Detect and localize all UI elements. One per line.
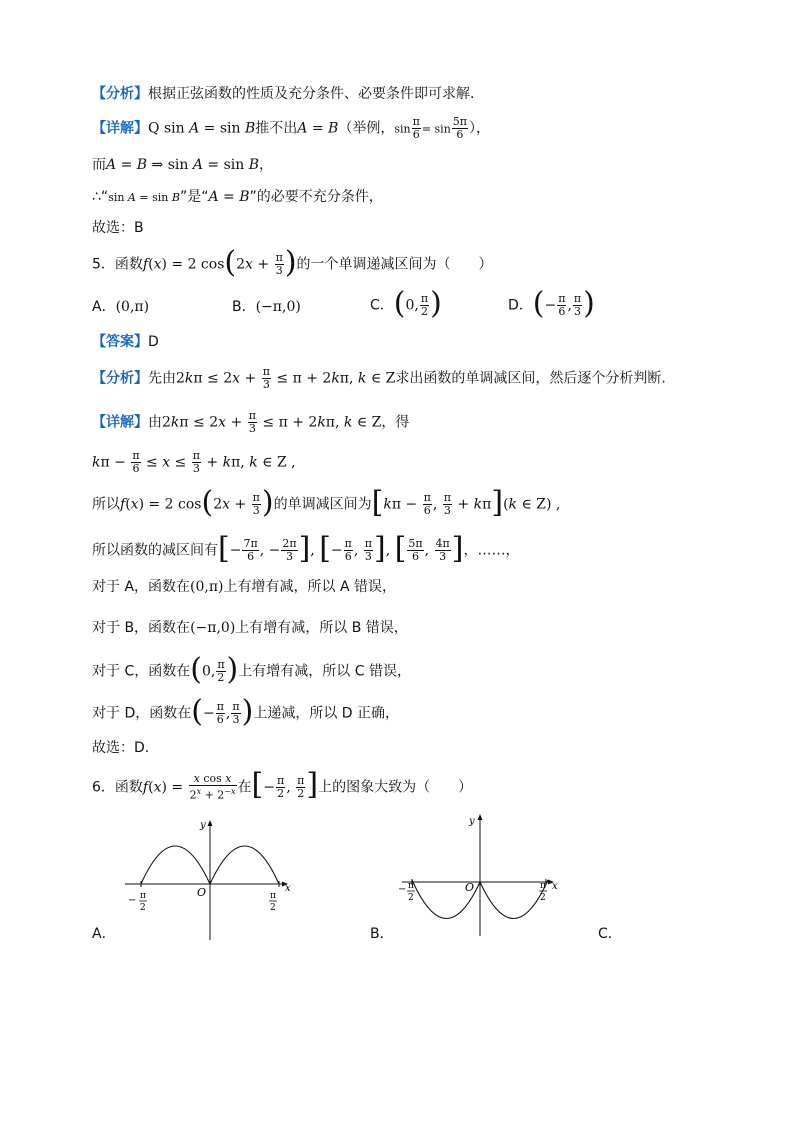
graph-b-tick-neg-two: 2 [408,893,414,903]
check-b: 对于 B，函数在(−π,0)上有增有减，所以 B 错误， [92,620,408,636]
detail-5: 【详解】由2kπ ≤ 2x + $\frac{\pi}{3}$ ≤ π + 2kπ, k ∈ Z，得 [92,409,410,435]
analysis-5: 【分析】先由2kπ ≤ 2x + $\frac{\pi}{3}$ ≤ π + 2kπ, k ∈ Z求出函数的单调减区间，然后逐个分析判断. [92,365,666,391]
frac-pi-6: $\frac{\pi}{6}$ [412,115,420,141]
line-er: 而A = B ⇒ sin A = sin B， [92,157,274,173]
detail-p1: 推不出 [255,120,298,137]
graph-c-label: C． [598,926,622,942]
check-d: 对于 D，函数在(− $\frac{\pi}{6}$ , $\frac{\pi}{3}$ )上递减，所以 D 正确， [92,693,400,729]
graph-a-tick-neg-pi: π [140,891,146,901]
check-c: 对于 C，函数在(0, $\frac{\pi}{2}$ )上有增有减，所以 C 错误， [92,651,411,687]
frac-5pi-6: $\frac{5\pi}{6}$ [452,115,468,141]
analysis-line-1 [92,84,474,104]
graph-b-tick-neg-pi: π [408,881,414,891]
q5-option-c: C．(0, $\frac{\pi}{2}$ ) [370,285,442,321]
choice-5: 故选：D. [92,740,150,756]
graph-b [392,810,572,942]
graph-a-tick-neg-two: 2 [140,903,146,913]
line-suoyi-2: 所以函数的减区间有[− $\frac{7\pi}{6}$ , − $\frac{2\pi}{3}$ ], [− $\frac{\pi}{6}$ , $\frac{\pi}{3}$ ], [ $\frac{5\pi}{6}$ , $\frac{4\pi}{3}$ ]，……， [92,530,520,566]
line-therefore: ∴“sin A = sin B”是“A = B”的必要不充分条件， [92,189,383,205]
graph-a-y-arrow [208,820,213,826]
graph-b-origin: O [465,881,475,894]
graph-b-tick-neg-minus: − [398,884,407,895]
q5-option-a: A．(0,π) [92,299,150,315]
detail-p2: （举例， [338,120,395,137]
graph-b-tick-pos-pi: π [540,881,546,891]
q5-option-b: B．(−π,0) [232,299,301,315]
question-6: 6．函数f(x) = $\frac{\text{x cos x}}{2^x + 2^{-x}}$ 在[− $\frac{\pi}{2}$ , $\frac{\pi}{2}$ ]上的图象大致为（ ） [92,767,473,803]
graph-b-label: B． [370,926,394,942]
graph-a-tick-neg-minus: − [128,895,137,906]
question-5: 5．函数f(x) = 2 cos(2x + $\frac{\pi}{3}$ )的一个单调递减区间为（ ） [92,244,493,280]
analysis-tag: 【分析】 [92,86,148,102]
graph-b-y-arrow [478,814,483,820]
answer-5: 【答案】D [92,334,159,350]
graph-a [120,812,300,944]
graph-b-tick-pos-two: 2 [540,893,546,903]
graph-a-label: A． [92,926,116,942]
graph-b-y-label: y [469,816,475,827]
graph-a-x-label: x [285,883,291,894]
choice-4: 故选：B [92,220,144,236]
detail-p3: ）， [469,120,491,137]
analysis-text: 根据正弦函数的性质及充分条件、必要条件即可求解. [148,86,475,102]
graph-a-tick-pos-pi: π [270,891,276,901]
graph-a-origin: O [197,886,207,899]
detail-tag: 【详解】 [92,120,148,137]
detail-lead: Q [148,120,160,137]
check-a: 对于 A，函数在(0,π)上有增有减，所以 A 错误， [92,579,396,595]
line-suoyi-1: 所以f(x) = 2 cos(2x + $\frac{\pi}{3}$ )的单调减区间为[kπ − $\frac{\pi}{6}$ , $\frac{\pi}{3}$ + kπ](k ∈ Z) , [92,484,561,520]
graph-a-tick-pos-two: 2 [270,903,276,913]
q5-option-d: D．(− $\frac{\pi}{6}$ , $\frac{\pi}{3}$ ) [508,285,595,321]
detail-line-1: 【详解】Q sin A = sin B推不出A = B（举例，sin $\frac{\pi}{6}$ = sin $\frac{5\pi}{6}$ ）， [92,115,491,141]
line-k-range: kπ − $\frac{\pi}{6}$ ≤ x ≤ $\frac{\pi}{3}$ + kπ, k ∈ Z , [92,449,296,475]
graph-b-x-label: x [552,881,558,892]
graph-a-y-label: y [200,820,206,831]
